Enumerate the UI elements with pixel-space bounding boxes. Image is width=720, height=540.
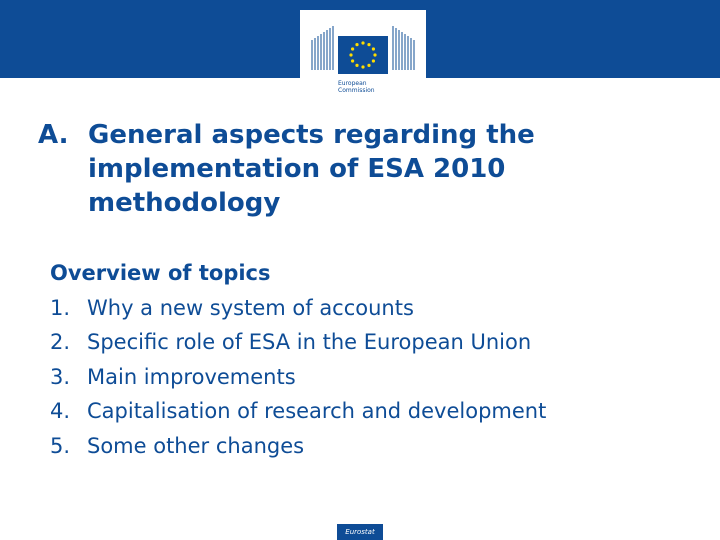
title-line-1: General aspects regarding the [88, 120, 535, 150]
topic-number: 4. [50, 399, 71, 423]
topic-number: 2. [50, 330, 71, 354]
topic-number: 3. [50, 364, 71, 389]
overview-heading: Overview of topics [50, 261, 271, 285]
eurostat-badge: Eurostat [337, 524, 383, 540]
slide-title [38, 118, 678, 220]
topic-item [50, 291, 690, 326]
topics-list [50, 256, 690, 463]
topic-text: Some other changes [87, 433, 305, 458]
topic-text: Main improvements [87, 364, 296, 389]
european-commission-logo [300, 10, 426, 106]
title-line-3: methodology [88, 188, 281, 218]
topic-item [50, 394, 690, 429]
topic-text: Capitalisation of research and development [87, 399, 547, 423]
logo-text-line1: European [338, 80, 367, 87]
topic-text: Why a new system of accounts [87, 295, 414, 320]
title-line-2: implementation of ESA 2010 [88, 154, 506, 184]
topic-number: 5. [50, 433, 71, 458]
topic-item [50, 360, 690, 395]
logo-text-line2: Commission [338, 87, 375, 94]
topic-text: Specific role of ESA in the European Union [87, 330, 532, 354]
title-prefix: A. [38, 120, 69, 150]
topic-number: 1. [50, 295, 71, 320]
logo-caption [338, 80, 375, 94]
topic-item [50, 429, 690, 464]
topic-item [50, 325, 690, 360]
